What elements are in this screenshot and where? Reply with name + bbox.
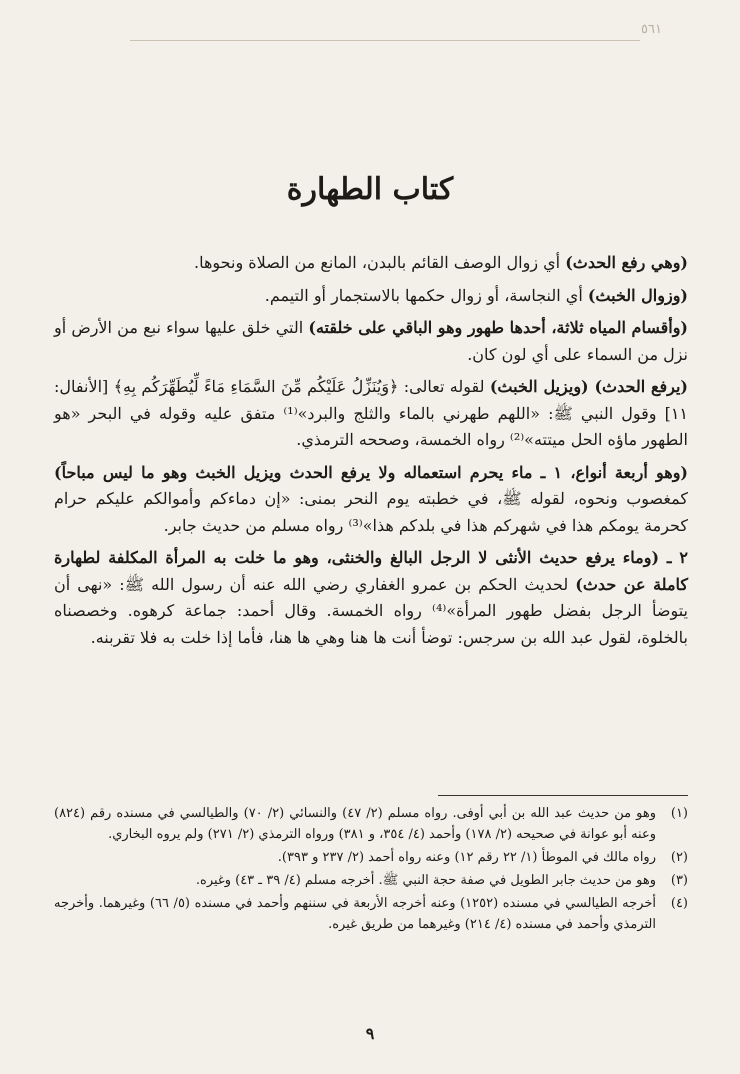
paragraph: (وهو أربعة أنواع، ١ ـ ماء يحرم استعماله ولا يرفع الحدث ويزيل الخبث وهو ما ليس مباحاً) كمغصوب ونحوه، لقوله ﷺ، في خطبته يوم النحر بمنى: «إن دماءكم وأموالكم عليكم حرام كحرمة يومكم هذا في شهركم هذا في بلدكم هذا»⁽³⁾ رواه مسلم من حديث جابر.: [54, 462, 688, 535]
footnote-text: وهو من حديث عبد الله بن أبي أوفى. رواه مسلم (٢/ ٤٧) والنسائي (٢/ ٧٠) والطيالسي في مسنده رقم (٨٢٤) وعنه أبو عوانة في صحيحه (٢/ ١٧٨) وأحمد (٤/ ٣٥٤، و ٣٨١) ورواه الترمذي (٢/ ٢٧١) ولم يروه البخاري.: [54, 806, 657, 842]
paragraph: (وزوال الخبث) أي النجاسة، أو زوال حكمها بالاستجمار أو التيمم.: [264, 285, 688, 305]
paragraph: ٢ ـ (وماء يرفع حديث الأنثى لا الرجل البالغ والخنثى، وهو ما خلت به المرأة المكلفة لطهارة كاملة عن حدث) لحديث الحكم بن عمرو الغفاري رضي الله عنه أن رسول الله ﷺ: «نهى أن يتوضأ الرجل بفضل طهور المرأة»⁽⁴⁾ رواه الخمسة. وقال أحمد: جماعة كرهوه. وخصصناه بالخلوة، لقول عبد الله بن سرجس: توضأ أنت ها هنا وهي ها هنا، فأما إذا خلت به فلا تقربنه.: [54, 548, 689, 647]
footnote: [54, 847, 688, 868]
header-mark: ٥٦١: [641, 22, 662, 37]
chapter-title: كتاب الطهارة: [286, 172, 454, 207]
footnote: [54, 803, 688, 845]
paragraph: (وهي رفع الحدث) أي زوال الوصف القائم بالبدن، المانع من الصلاة ونحوها.: [194, 253, 688, 272]
footnote-number: (٢): [670, 850, 688, 865]
main-text: [54, 250, 688, 657]
paragraph: (يرفع الحدث) (ويزيل الخبث) لقوله تعالى: ﴿وَيُنَزِّلُ عَلَيْكُم مِّنَ السَّمَاءِ مَاءً لِّيُطَهِّرَكُم بِهِ﴾ [الأنفال: ١١] وقول النبي ﷺ: «اللهم طهرني بالماء والثلج والبرد»⁽¹⁾ متفق عليه وقوله في البحر «هو الطهور ماؤه الحل ميتته»⁽²⁾ رواه الخمسة، وصححه الترمذي.: [54, 377, 689, 449]
page-number: ٩: [365, 1024, 375, 1043]
footnote-number: (٣): [670, 873, 688, 888]
paragraph: (وأقسام المياه ثلاثة، أحدها طهور وهو الباقي على خلقته) التي خلق عليها سواء نبع من الأرض أو نزل من السماء على أي لون كان.: [54, 318, 688, 364]
footnote-text: وهو من حديث جابر الطويل في صفة حجة النبي ﷺ. أخرجه مسلم (٤/ ٣٩ ـ ٤٣) وغيره.: [195, 873, 656, 888]
footnote-rule: [438, 795, 688, 796]
footnote-text: أخرجه الطيالسي في مسنده (١٢٥٢) وعنه أخرجه الأربعة في سننهم وأحمد في مسنده (٥/ ٦٦) وغيرهما. وأخرجه الترمذي وأحمد في مسنده (٤/ ٢١٤) وغيرهما من طريق غيره.: [54, 896, 657, 932]
footnote-number: (١): [670, 806, 688, 821]
footnote: [54, 893, 688, 935]
footnote-text: رواه مالك في الموطأ (١/ ٢٢ رقم ١٢) وعنه رواه أحمد (٢/ ٢٣٧ و ٣٩٣).: [277, 850, 656, 865]
header-rule: [130, 40, 640, 41]
footnote-number: (٤): [670, 896, 688, 911]
footnote: [54, 870, 688, 891]
footnotes: [54, 803, 688, 937]
